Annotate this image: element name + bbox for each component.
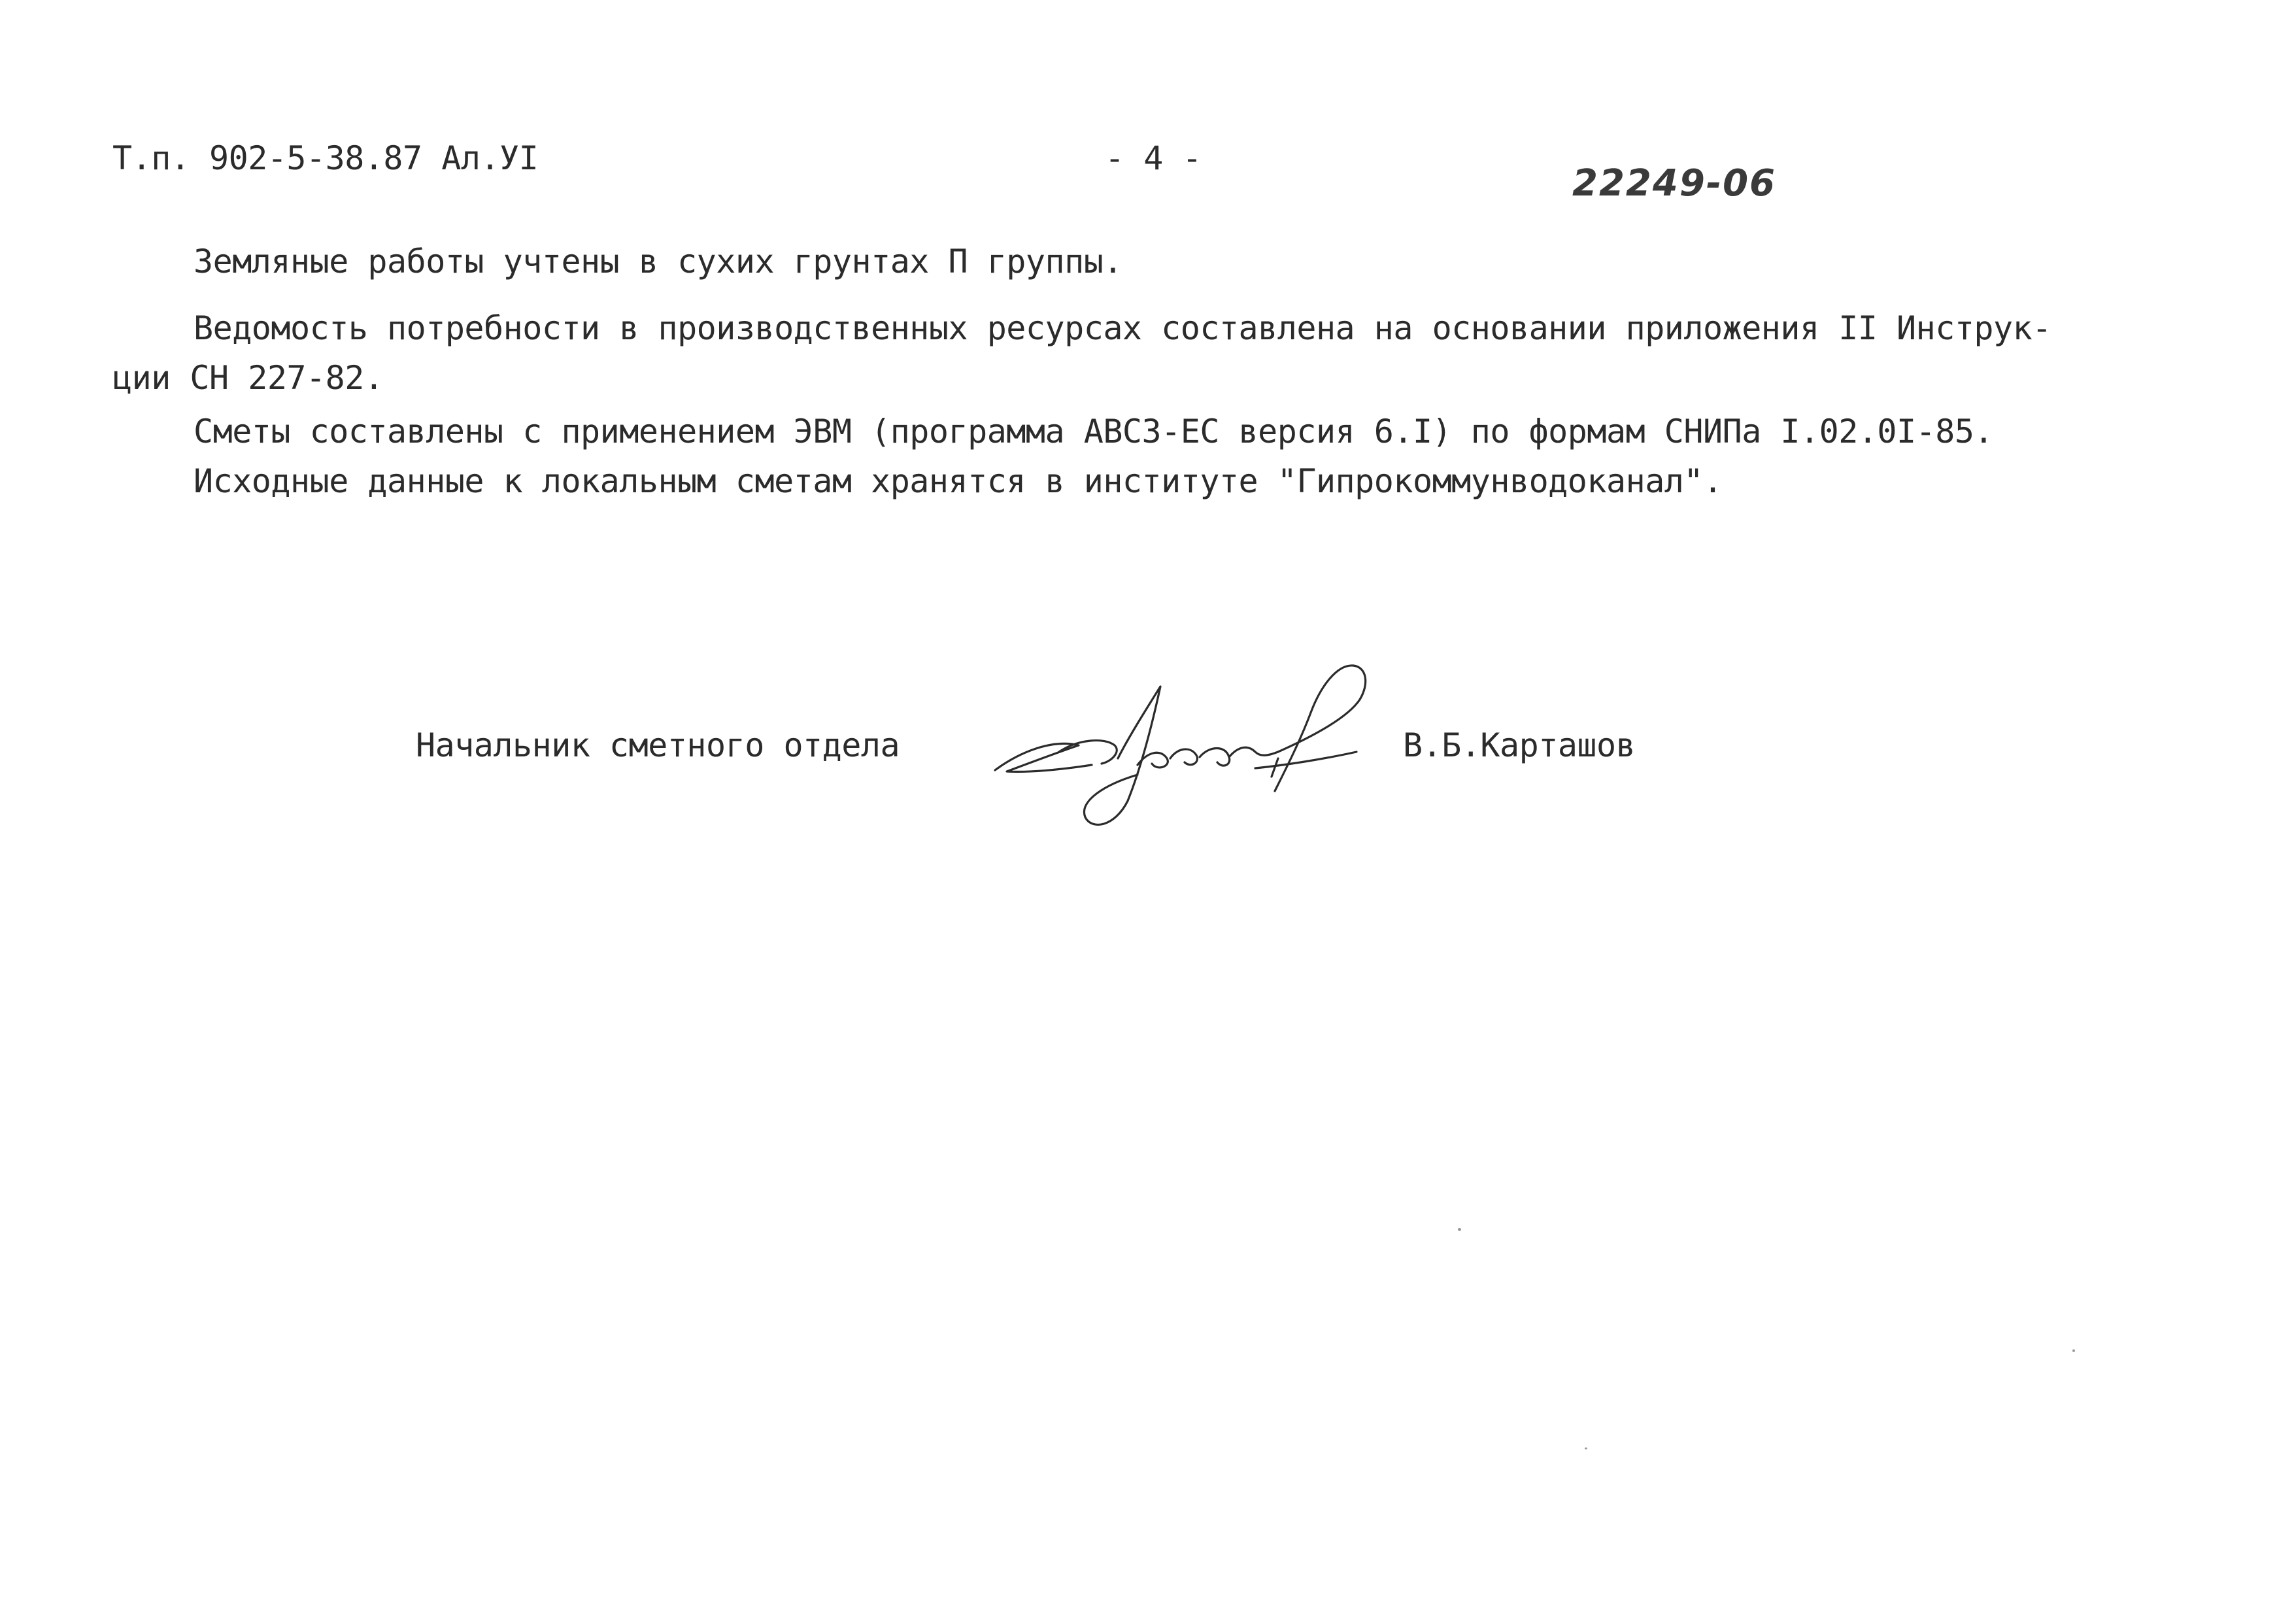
- paragraph-computer-estimates: Сметы составлены с применением ЭВМ (программа АВСЗ-ЕС версия 6.I) по формам СНИПа I.02.0I-85.: [194, 413, 1994, 450]
- handwritten-signature-icon: [981, 654, 1386, 843]
- page-number: - 4 -: [1105, 139, 1202, 177]
- signatory-title: Начальник сметного отдела: [416, 726, 900, 764]
- scan-speck: [1458, 1228, 1461, 1231]
- stamp-number: 22249-06: [1572, 162, 1776, 205]
- scan-speck: [1585, 1447, 1587, 1449]
- paragraph-resources-line2: ции СН 227-82.: [112, 359, 384, 397]
- document-reference: Т.п. 902-5-38.87 Ал.УI: [112, 139, 539, 177]
- signatory-name: В.Б.Карташов: [1403, 726, 1636, 764]
- paragraph-source-data: Исходные данные к локальным сметам хранятся в институте "Гипрокоммунводоканал".: [194, 462, 1723, 500]
- paragraph-earthworks: Земляные работы учтены в сухих грунтах П группы.: [194, 243, 1122, 280]
- paragraph-resources-line1: Ведомость потребности в производственных ресурсах составлена на основании приложения II Инструк-: [194, 309, 2051, 347]
- scan-speck: [2072, 1349, 2075, 1352]
